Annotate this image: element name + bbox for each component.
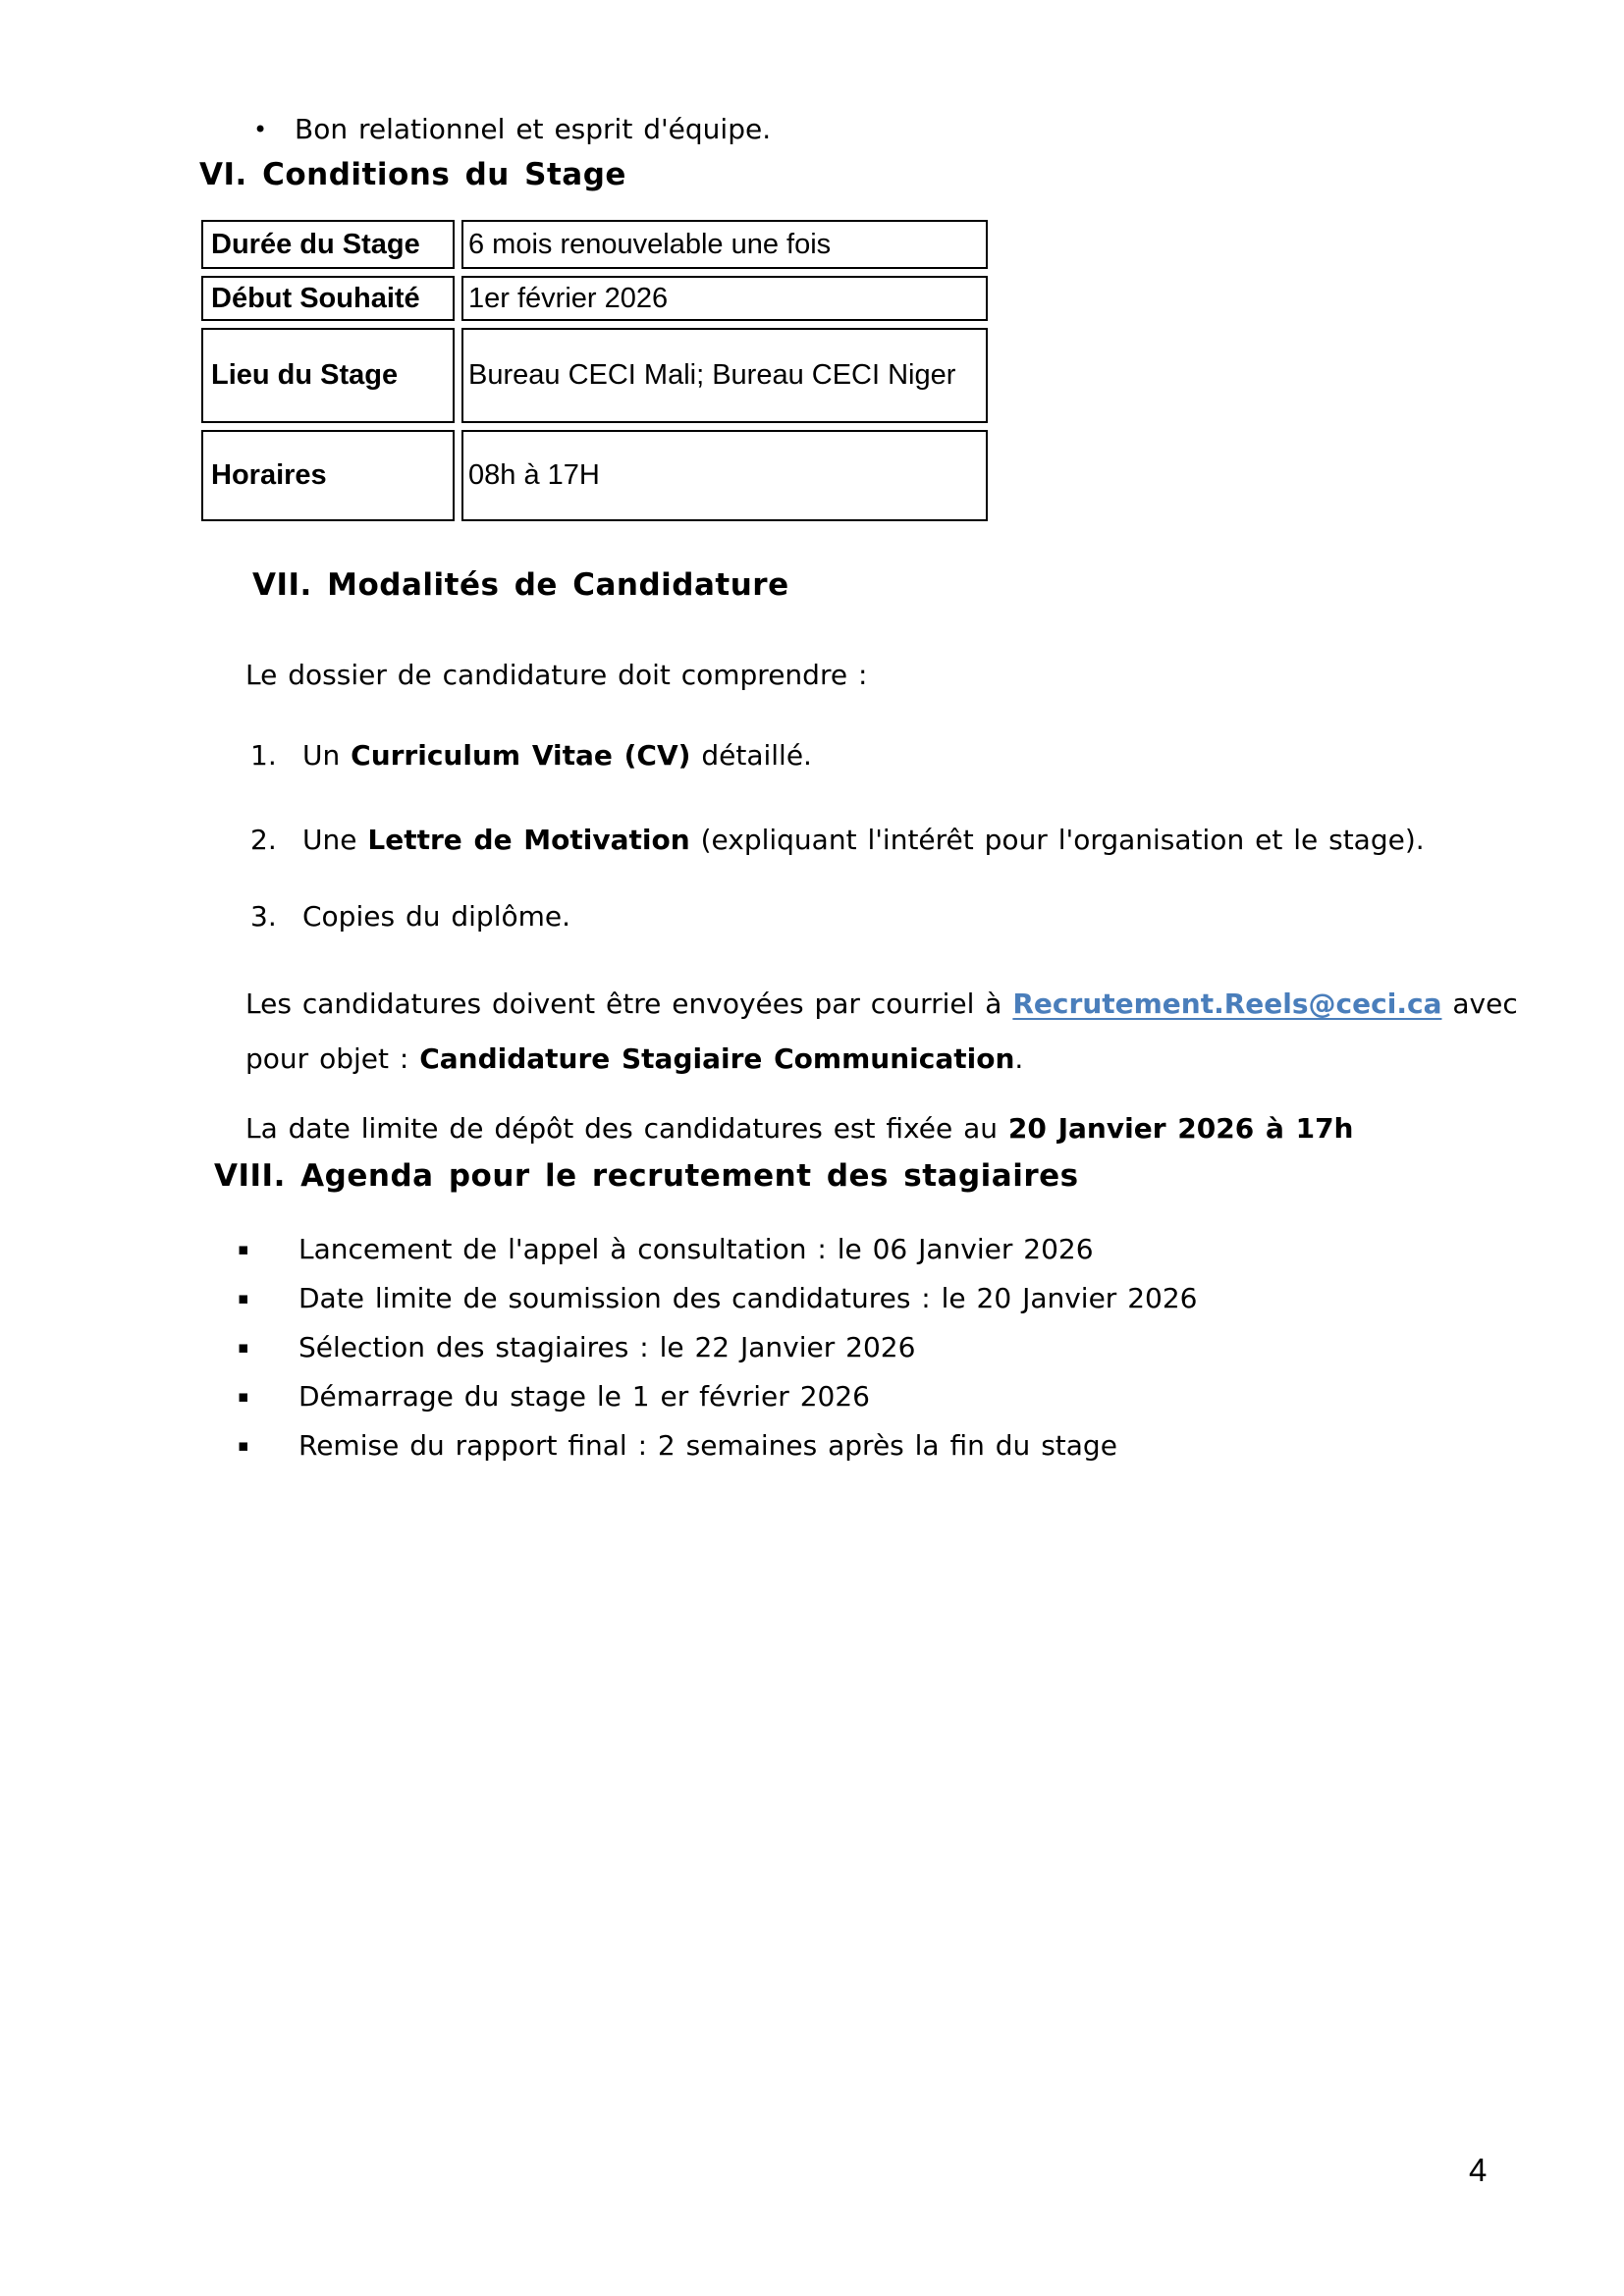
square-bullet-icon: ▪	[238, 1436, 249, 1456]
deadline-paragraph	[245, 1107, 1353, 1150]
table-value-cell: 1er février 2026	[461, 276, 988, 321]
agenda-item	[236, 1372, 1197, 1421]
table-label-cell: Durée du Stage	[201, 220, 455, 269]
item-number: 1.	[250, 739, 277, 772]
agenda-item-text: Lancement de l'appel à consultation : le 06 Janvier 2026	[298, 1233, 1094, 1265]
deadline-date-text: 20 Janvier 2026 à 17h	[1007, 1112, 1354, 1145]
conditions-table	[201, 220, 988, 521]
square-bullet-icon: ▪	[238, 1387, 249, 1407]
table-value-cell: 6 mois renouvelable une fois	[461, 220, 988, 269]
email-paragraph-text: avec	[1441, 988, 1518, 1020]
dossier-intro-paragraph: Le dossier de candidature doit comprendre :	[245, 659, 868, 691]
item-number: 2.	[250, 824, 277, 856]
numbered-item	[250, 734, 812, 777]
deadline-text: La date limite de dépôt des candidatures est fixée au	[245, 1112, 1008, 1145]
table-value-cell: 08h à 17H	[461, 430, 988, 521]
agenda-item	[236, 1225, 1197, 1274]
item-text: Copies du diplôme.	[302, 900, 571, 933]
agenda-item-text: Sélection des stagiaires : le 22 Janvier 2026	[298, 1331, 916, 1363]
agenda-item	[236, 1421, 1197, 1470]
table-label-cell: Lieu du Stage	[201, 328, 455, 423]
section-vii-heading: VII. Modalités de Candidature	[252, 567, 789, 603]
section-vi-heading: VI. Conditions du Stage	[199, 157, 626, 192]
email-subject-text: Candidature Stagiaire Communication	[419, 1042, 1015, 1075]
numbered-item	[250, 819, 1425, 862]
square-bullet-icon: ▪	[238, 1338, 249, 1358]
intro-bullet-item	[245, 108, 771, 151]
round-bullet-icon: •	[253, 116, 268, 143]
email-paragraph	[245, 977, 1542, 1087]
item-number: 3.	[250, 900, 277, 933]
agenda-item	[236, 1323, 1197, 1372]
intro-bullet-text: Bon relationnel et esprit d'équipe.	[295, 113, 772, 145]
agenda-item	[236, 1274, 1197, 1323]
email-paragraph-text: Les candidatures doivent être envoyées par courriel à	[245, 988, 1013, 1020]
table-label-cell: Début Souhaité	[201, 276, 455, 321]
square-bullet-icon: ▪	[238, 1240, 249, 1259]
agenda-list	[236, 1225, 1197, 1470]
item-text: Une Lettre de Motivation (expliquant l'intérêt pour l'organisation et le stage).	[302, 824, 1425, 856]
agenda-item-text: Remise du rapport final : 2 semaines après la fin du stage	[298, 1429, 1117, 1462]
table-value-cell: Bureau CECI Mali; Bureau CECI Niger	[461, 328, 988, 423]
table-label-cell: Horaires	[201, 430, 455, 521]
numbered-item	[250, 895, 570, 938]
email-paragraph-text: pour objet :	[245, 1042, 420, 1075]
section-viii-heading: VIII. Agenda pour le recrutement des stagiaires	[214, 1158, 1079, 1194]
agenda-item-text: Date limite de soumission des candidatures : le 20 Janvier 2026	[298, 1282, 1198, 1314]
email-link[interactable]: Recrutement.Reels@ceci.ca	[1012, 988, 1442, 1020]
page-number: 4	[1469, 2152, 1488, 2188]
item-text: Un Curriculum Vitae (CV) détaillé.	[302, 739, 812, 772]
email-paragraph-text: .	[1014, 1042, 1024, 1075]
agenda-item-text: Démarrage du stage le 1 er février 2026	[298, 1380, 870, 1413]
square-bullet-icon: ▪	[238, 1289, 249, 1308]
